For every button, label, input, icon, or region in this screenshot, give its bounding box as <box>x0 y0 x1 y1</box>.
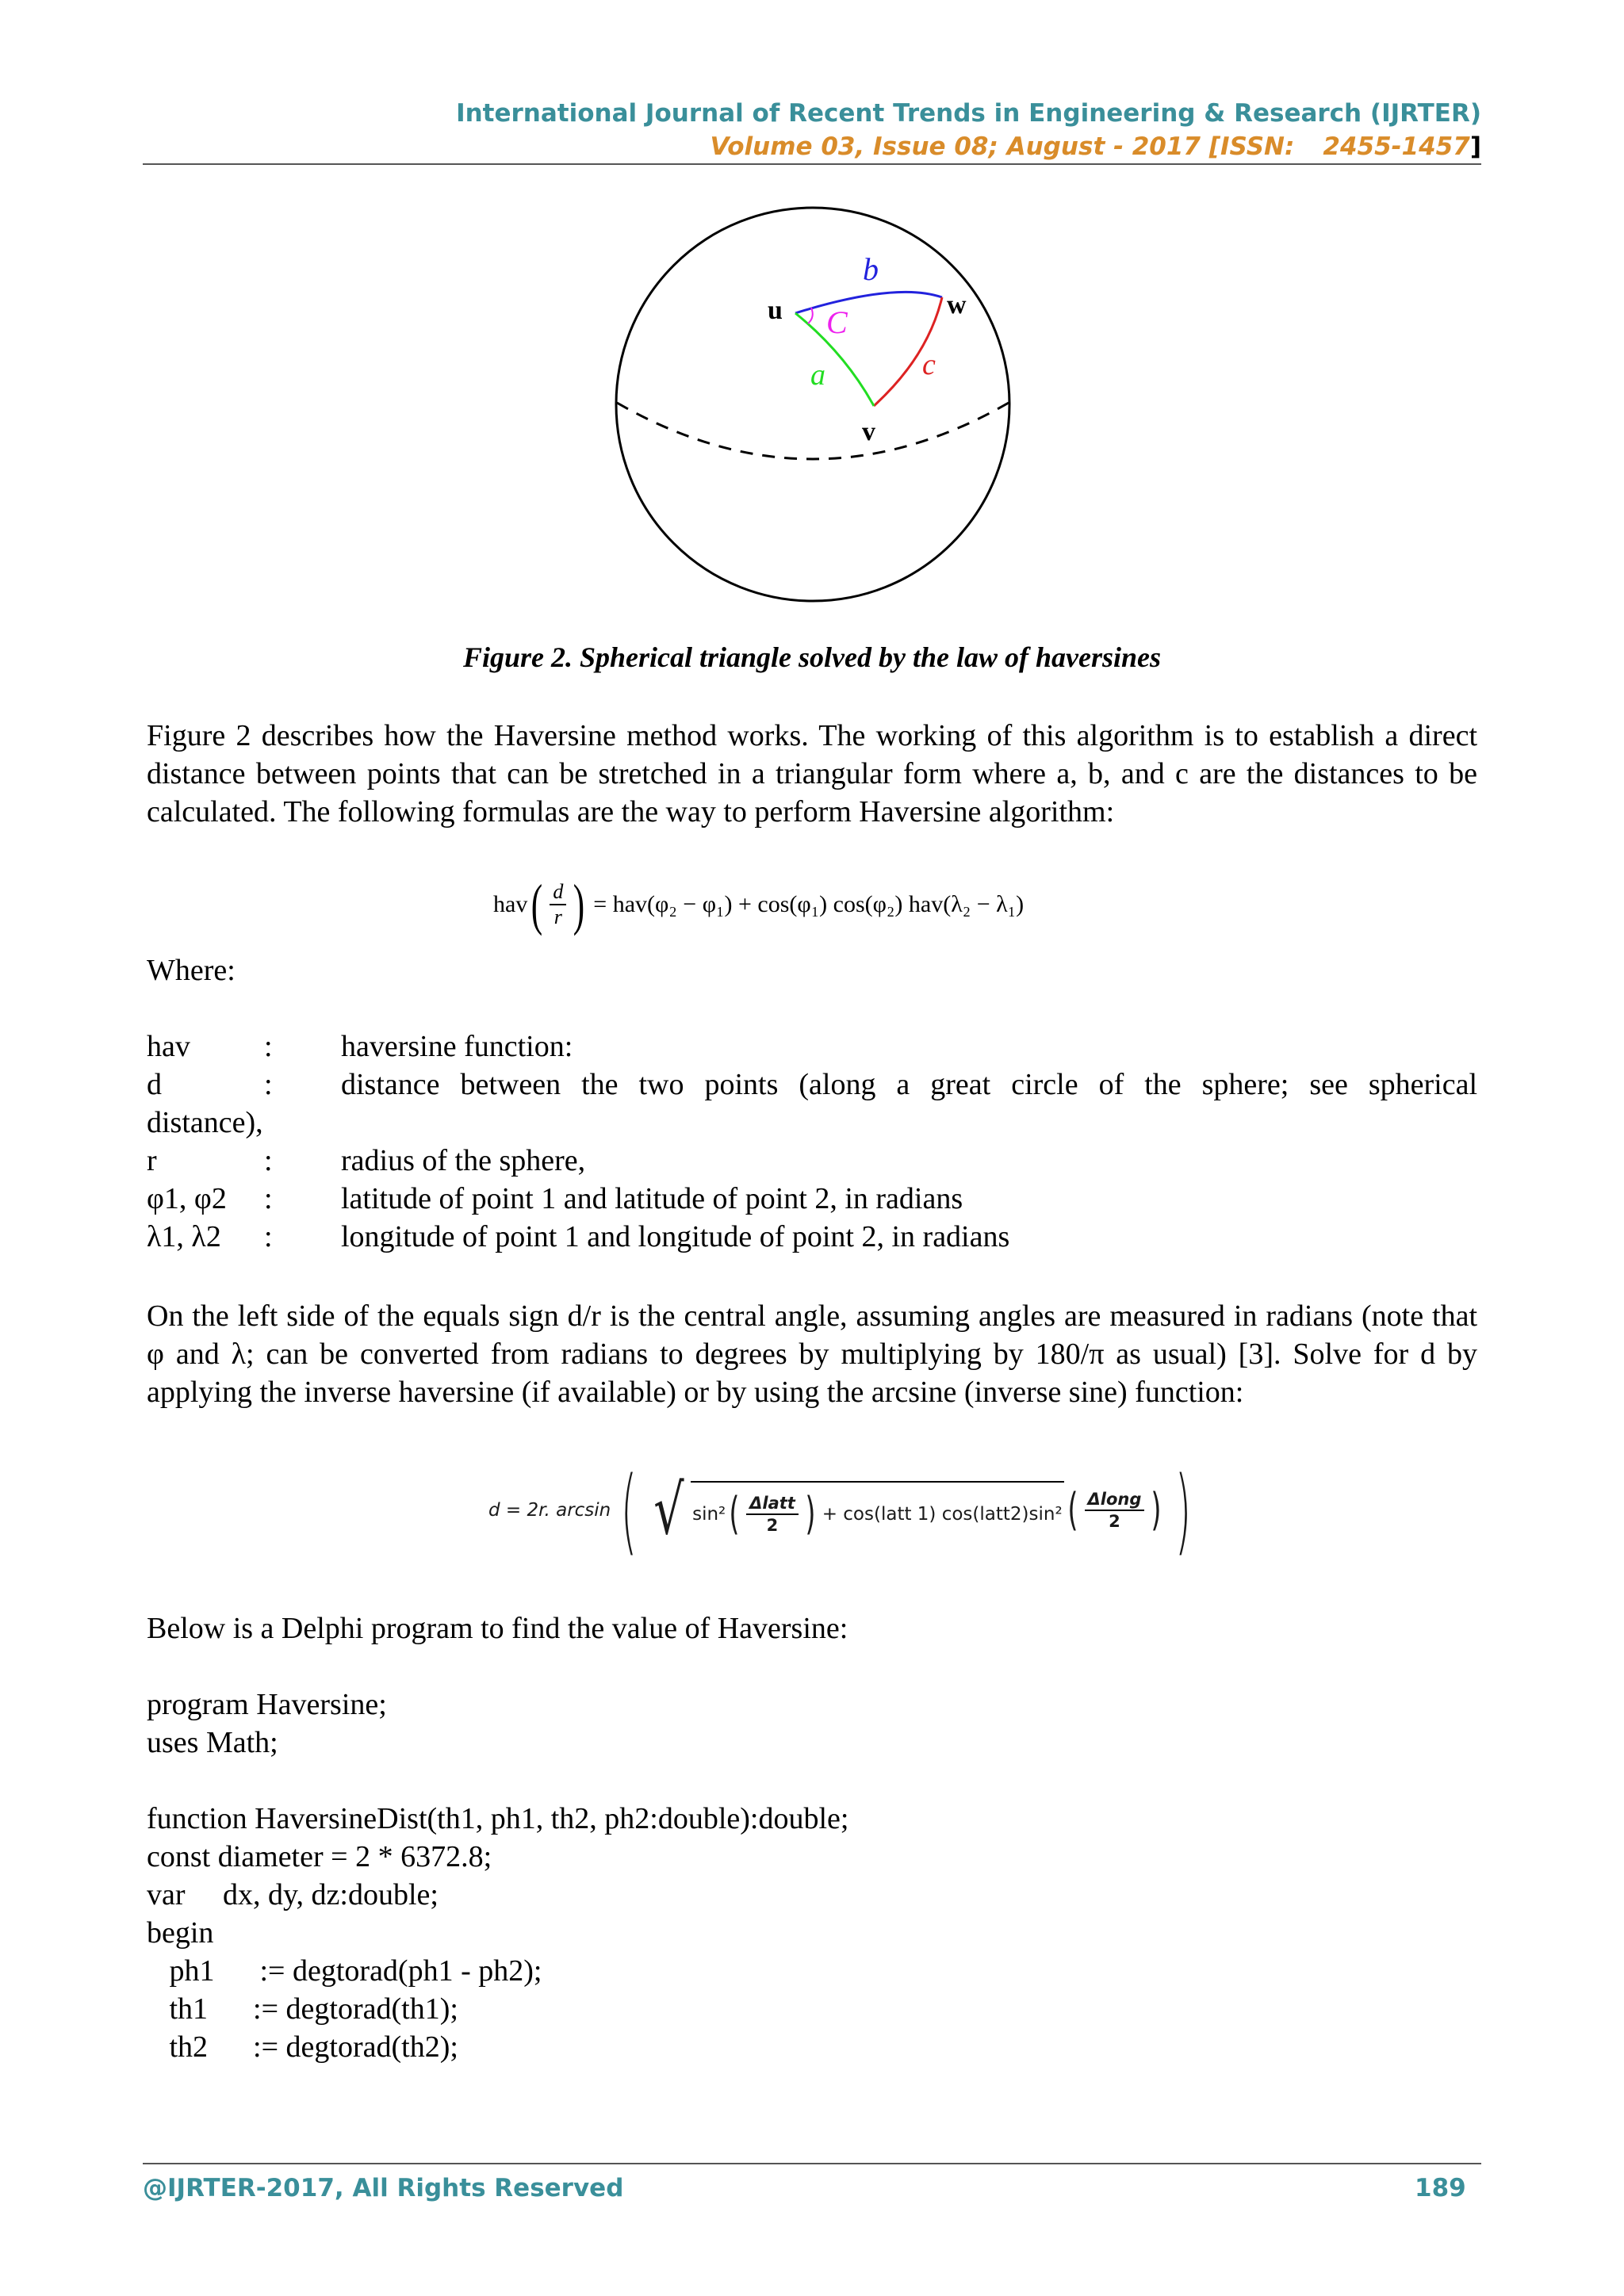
definition-term: φ1, φ2 <box>147 1182 227 1215</box>
code-line <box>147 1762 848 1800</box>
label-u: u <box>768 296 783 325</box>
eq2-sqrt <box>647 1471 1063 1550</box>
eq1-hav: hav <box>493 891 528 917</box>
code-line: th2 := degtorad(th2); <box>147 2030 458 2064</box>
label-C: C <box>826 304 848 340</box>
paragraph-central-angle: On the left side of the equals sign d/r is the central angle, assuming angles are measured in radians (note that φ and λ; can be converted from radians to degrees by multiplying by 180/π as usual) [3]. Solve for d by applying the inverse haversine (if available) or by using the arcsine (inverse sine) function: <box>147 1299 1477 1409</box>
definition-row <box>147 1027 1477 1066</box>
haversine-formula <box>493 873 1025 936</box>
label-c: c <box>922 348 936 381</box>
delphi-program <box>147 1609 848 2066</box>
code-line: program Haversine; <box>147 1688 387 1721</box>
issue-text: Volume 03, Issue 08; August - 2017 [ISSN: <box>710 132 1295 161</box>
issn-bracket: ] <box>1469 132 1481 161</box>
definition-row <box>147 1180 1477 1218</box>
sphere-outline <box>616 208 1009 601</box>
code-line: th1 := degtorad(th1); <box>147 1992 458 2026</box>
eq2-frac1-num: Δlatt <box>746 1493 799 1515</box>
eq2-fraction1 <box>746 1493 799 1536</box>
definition-desc: haversine function: <box>341 1030 573 1063</box>
definition-row <box>147 1104 1477 1142</box>
eq2-fraction2 <box>1085 1489 1145 1532</box>
arc-b <box>795 292 942 313</box>
eq1-numerator: d <box>550 880 566 905</box>
eq1-paren-open: ( <box>531 873 543 936</box>
issn-number: 2455-1457 <box>1323 132 1470 161</box>
copyright-footer: @IJRTER-2017, All Rights Reserved <box>143 2174 624 2202</box>
definition-desc: radius of the sphere, <box>341 1144 586 1177</box>
label-a: a <box>810 358 825 392</box>
eq2-lhs: d = 2r. arcsin <box>488 1500 611 1521</box>
eq1-fraction <box>550 880 566 929</box>
definition-desc: distance between the two points (along a great circle of the sphere; see spherical <box>341 1068 1477 1101</box>
definition-row <box>147 1142 1477 1180</box>
code-line: ph1 := degtorad(ph1 - ph2); <box>147 1954 542 1988</box>
definition-desc: latitude of point 1 and latitude of point 2, in radians <box>341 1182 963 1215</box>
code-line: uses Math; <box>147 1726 278 1759</box>
code-line: Below is a Delphi program to find the value of Haversine: <box>147 1612 848 1645</box>
eq2-frac2-den: 2 <box>1109 1512 1120 1531</box>
label-b: b <box>863 251 879 287</box>
eq2-paren-close: ) <box>1174 1456 1192 1565</box>
issue-info <box>456 130 1481 163</box>
running-header <box>456 97 1481 163</box>
page-number: 189 <box>1415 2174 1466 2202</box>
definition-term: r <box>147 1144 157 1177</box>
definitions-list <box>147 1027 1477 1256</box>
eq2-paren2-open: ( <box>1067 1484 1078 1536</box>
paragraph-haversine-intro: Figure 2 describes how the Haversine method works. The working of this algorithm is to establish a direct distance between points that can be stretched in a triangular form where a, b, and c are the distances to be calculated. The following formulas are the way to perform Haversine algorithm: <box>147 719 1477 828</box>
equator-dashed <box>617 403 1009 459</box>
definition-colon: : <box>264 1182 273 1215</box>
definition-colon: : <box>264 1144 273 1177</box>
eq2-sqrt-body <box>691 1481 1064 1544</box>
code-line: const diameter = 2 * 6372.8; <box>147 1840 492 1873</box>
definition-row <box>147 1066 1477 1104</box>
eq2-sin1: sin² <box>692 1504 726 1525</box>
spherical-triangle-figure <box>603 198 1023 610</box>
journal-title: International Journal of Recent Trends in Engineering & Research (IJRTER) <box>456 99 1481 128</box>
definition-term: d <box>147 1068 162 1101</box>
code-line: var dx, dy, dz:double; <box>147 1878 439 1911</box>
label-v: v <box>862 417 875 446</box>
code-line: begin <box>147 1916 214 1950</box>
definition-term: λ1, λ2 <box>147 1220 221 1253</box>
distance-formula <box>488 1456 1201 1565</box>
definition-colon: : <box>264 1068 273 1101</box>
label-w: w <box>947 290 967 320</box>
footer-rule <box>143 2163 1481 2164</box>
definition-desc: longitude of point 1 and longitude of point 2, in radians <box>341 1220 1010 1253</box>
eq2-paren-open: ( <box>620 1456 638 1565</box>
eq2-paren1-open: ( <box>729 1488 740 1540</box>
definition-colon: : <box>264 1220 273 1253</box>
code-line <box>147 1647 848 1686</box>
eq2-middle: + cos(latt 1) cos(latt2)sin² <box>822 1504 1063 1525</box>
eq1-paren-close: ) <box>573 873 585 936</box>
code-line: function HaversineDist(th1, ph1, th2, ph2:double):double; <box>147 1802 849 1835</box>
eq1-rhs: = hav(φ₂ − φ₁) + cos(φ₁) cos(φ₂) hav(λ₂ − λ₁) <box>593 891 1025 917</box>
definition-term: hav <box>147 1030 190 1063</box>
definition-term: distance), <box>147 1106 263 1139</box>
figure-caption: Figure 2. Spherical triangle solved by the law of haversines <box>462 641 1161 673</box>
eq2-paren2-close: ) <box>1151 1484 1162 1536</box>
eq2-frac2-num: Δlong <box>1085 1489 1145 1511</box>
eq2-paren1-close: ) <box>805 1488 816 1540</box>
definition-row <box>147 1218 1477 1256</box>
definition-colon: : <box>264 1030 273 1063</box>
sqrt-icon: √ <box>653 1471 684 1550</box>
eq1-denominator: r <box>553 905 562 928</box>
where-label: Where: <box>147 954 236 987</box>
eq2-frac1-den: 2 <box>766 1516 779 1535</box>
header-rule <box>143 163 1481 165</box>
